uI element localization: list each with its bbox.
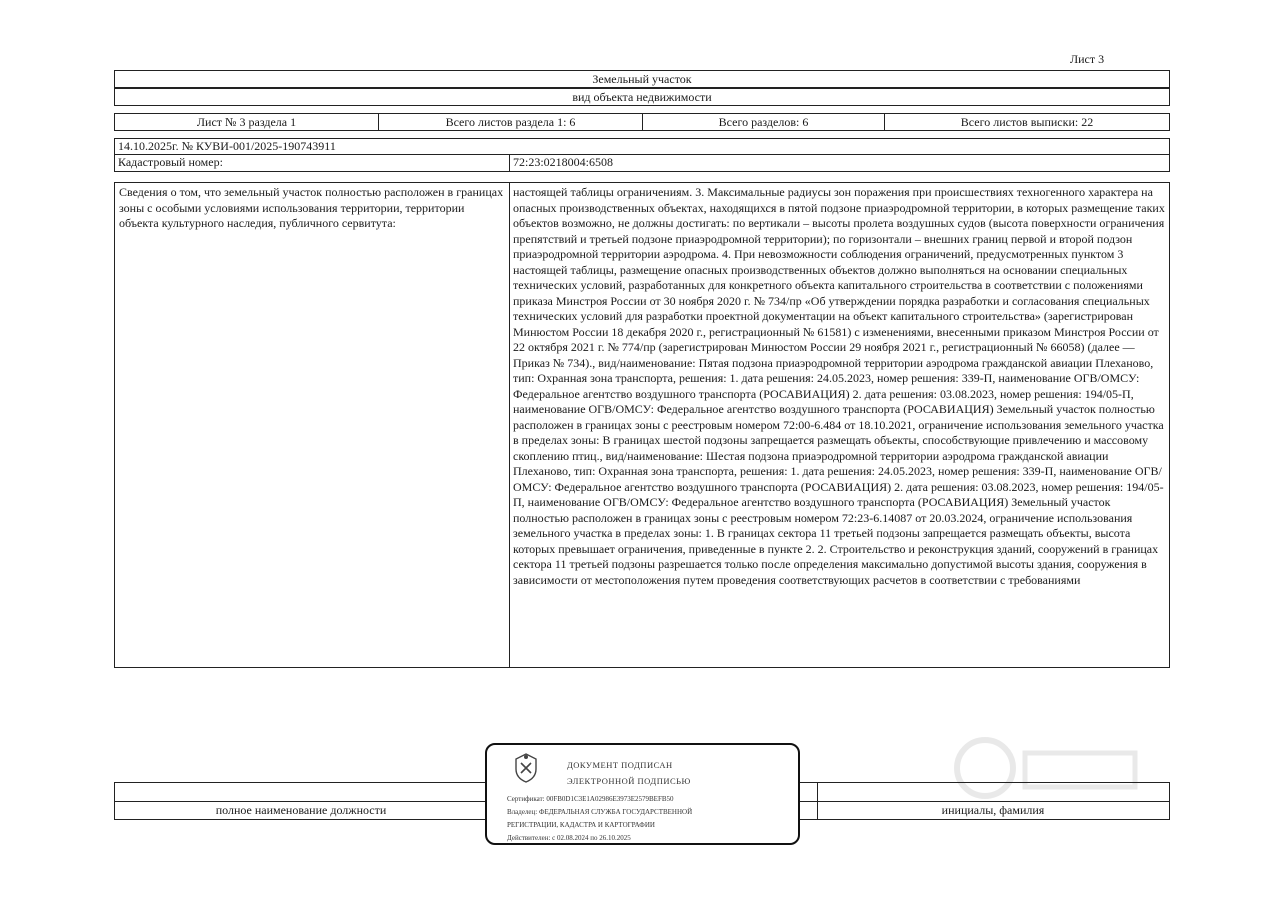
e-signature-stamp — [485, 743, 800, 845]
object-kind: вид объекта недвижимости — [572, 90, 712, 104]
stamp-subtitle: ЭЛЕКТРОННОЙ ПОДПИСЬЮ — [567, 776, 691, 786]
total-sheets-section: Всего листов раздела 1: 6 — [379, 114, 643, 130]
stamp-title: ДОКУМЕНТ ПОДПИСАН — [567, 760, 673, 770]
cadastral-label: Кадастровый номер: — [115, 155, 510, 171]
extract-date-number: 14.10.2025г. № КУВИ-001/2025-190743911 — [115, 139, 1169, 155]
stamp-owner: Владелец: ФЕДЕРАЛЬНАЯ СЛУЖБА ГОСУДАРСТВЕННОЙ — [507, 808, 693, 816]
coat-of-arms-icon — [509, 751, 543, 785]
stamp-validity: Действителен: с 02.08.2024 по 26.10.2025 — [507, 834, 631, 842]
total-sheets-extract: Всего листов выписки: 22 — [960, 115, 1094, 129]
sheet-of-section: Лист № 3 раздела 1 — [115, 114, 379, 130]
position-label: полное наименование должности — [115, 801, 488, 819]
object-kind-row — [114, 88, 1170, 106]
total-sections: Всего разделов: 6 — [643, 114, 885, 130]
signature-split — [817, 783, 818, 801]
name-label: инициалы, фамилия — [941, 803, 1045, 817]
restrictions-text: настоящей таблицы ограничениям. 3. Максимальные радиусы зон поражения при происшествиях техногенного характера на опасных производственных объектах, находящихся в пятой подзоне приаэродромной территории, в которых размещение таких объектов возможно, не должны достигать: по вертикали – высоты пролета воздушных судов (высота поверхности ограничения препятствий и третьей подзоне приаэродромной территории); по горизонтали – внешних границ первой и второй подзон приаэродромной территории аэродрома. 4. При невозможности соблюдения ограничений, предусмотренных пунктом 3 настоящей таблицы, размещение опасных производственных объектов должно выполняться на основании специальных технических условий, разработанных для конкретного объекта капитального строительства в соответствии с положениями приказа Минстроя России от 30 ноября 2020 г. № 734/пр «Об утверждении порядка разработки и согласования специальных технических условий для разработки проектной документации на объект капитального строительства» (зарегистрирован Минюстом России 18 декабря 2020 г., регистрационный № 61581) с изменениями, внесенными приказом Минстроя России от 22 октября 2021 г. № 774/пр (зарегистрирован Минюстом России 29 ноября 2021 г., регистрационный № 66058) (далее — Приказ № 734)., вид/наименование: Пятая подзона приаэродромной территории аэродрома гражданской авиации Плеханово, тип: Охранная зона транспорта, решения: 1. дата решения: 24.05.2023, номер решения: 339-П, наименование ОГВ/ОМСУ: Федеральное агентство воздушного транспорта (РОСАВИАЦИЯ) 2. дата решения: 03.08.2023, номер решения: 194/05-П, наименование ОГВ/ОМСУ: Федеральное агентство воздушного транспорта (РОСАВИАЦИЯ) Земельный участок полностью расположен в границах зоны с реестровым номером 72:00-6.484 от 18.10.2021, ограничение использования земельного участка в пределах зоны: В границах шестой подзоны запрещается размещать объекты, способствующие привлечению и массовому скоплению птиц., вид/наименование: Шестая подзона приаэродромной территории аэродрома гражданской авиации Плеханово, тип: Охранная зона транспорта, решения: 1. дата решения: 24.05.2023, номер решения: 339-П, наименование ОГВ/ОМСУ: Федеральное агентство воздушного транспорта (РОСАВИАЦИЯ) 2. дата решения: 03.08.2023, номер решения: 194/05-П, наименование ОГВ/ОМСУ: Федеральное агентство воздушного транспорта (РОСАВИАЦИЯ) Земельный участок полностью расположен в границах зоны с реестровым номером 72:23-6.14087 от 20.03.2024, ограничение использования земельного участка в пределах зоны: 1. В границах сектора 11 третьей подзоны запрещается размещать объекты, высота которых превышает ограничения, приведенные в пункте 2. 2. Строительство и реконструкция зданий, сооружений в границах сектора 11 третьей подзоны разрешается только после определения максимально допустимой высоты здания, сооружения в зависимости от местоположения путем проведения соответствующих расчетов в соответствии с требованиями — [513, 185, 1165, 587]
sheet-info-row — [114, 113, 1170, 131]
stamp-owner-cont: РЕГИСТРАЦИИ, КАДАСТРА И КАРТОГРАФИИ — [507, 821, 655, 829]
cadastral-value: 72:23:0218004:6508 — [513, 155, 614, 169]
sheet-number: Лист 3 — [1070, 52, 1105, 66]
restrictions-label: Сведения о том, что земельный участок полностью расположен в границах зоны с особыми условиями использования территории, территории объекта культурного наследия, публичного сервитута: — [115, 183, 510, 667]
object-type-row — [114, 70, 1170, 88]
ident-block — [114, 138, 1170, 172]
stamp-certificate: Сертификат: 00FB0D1C3E1A02986E3973E2579BEFB50 — [507, 795, 674, 803]
object-type: Земельный участок — [592, 72, 692, 86]
restrictions-table — [114, 182, 1170, 668]
